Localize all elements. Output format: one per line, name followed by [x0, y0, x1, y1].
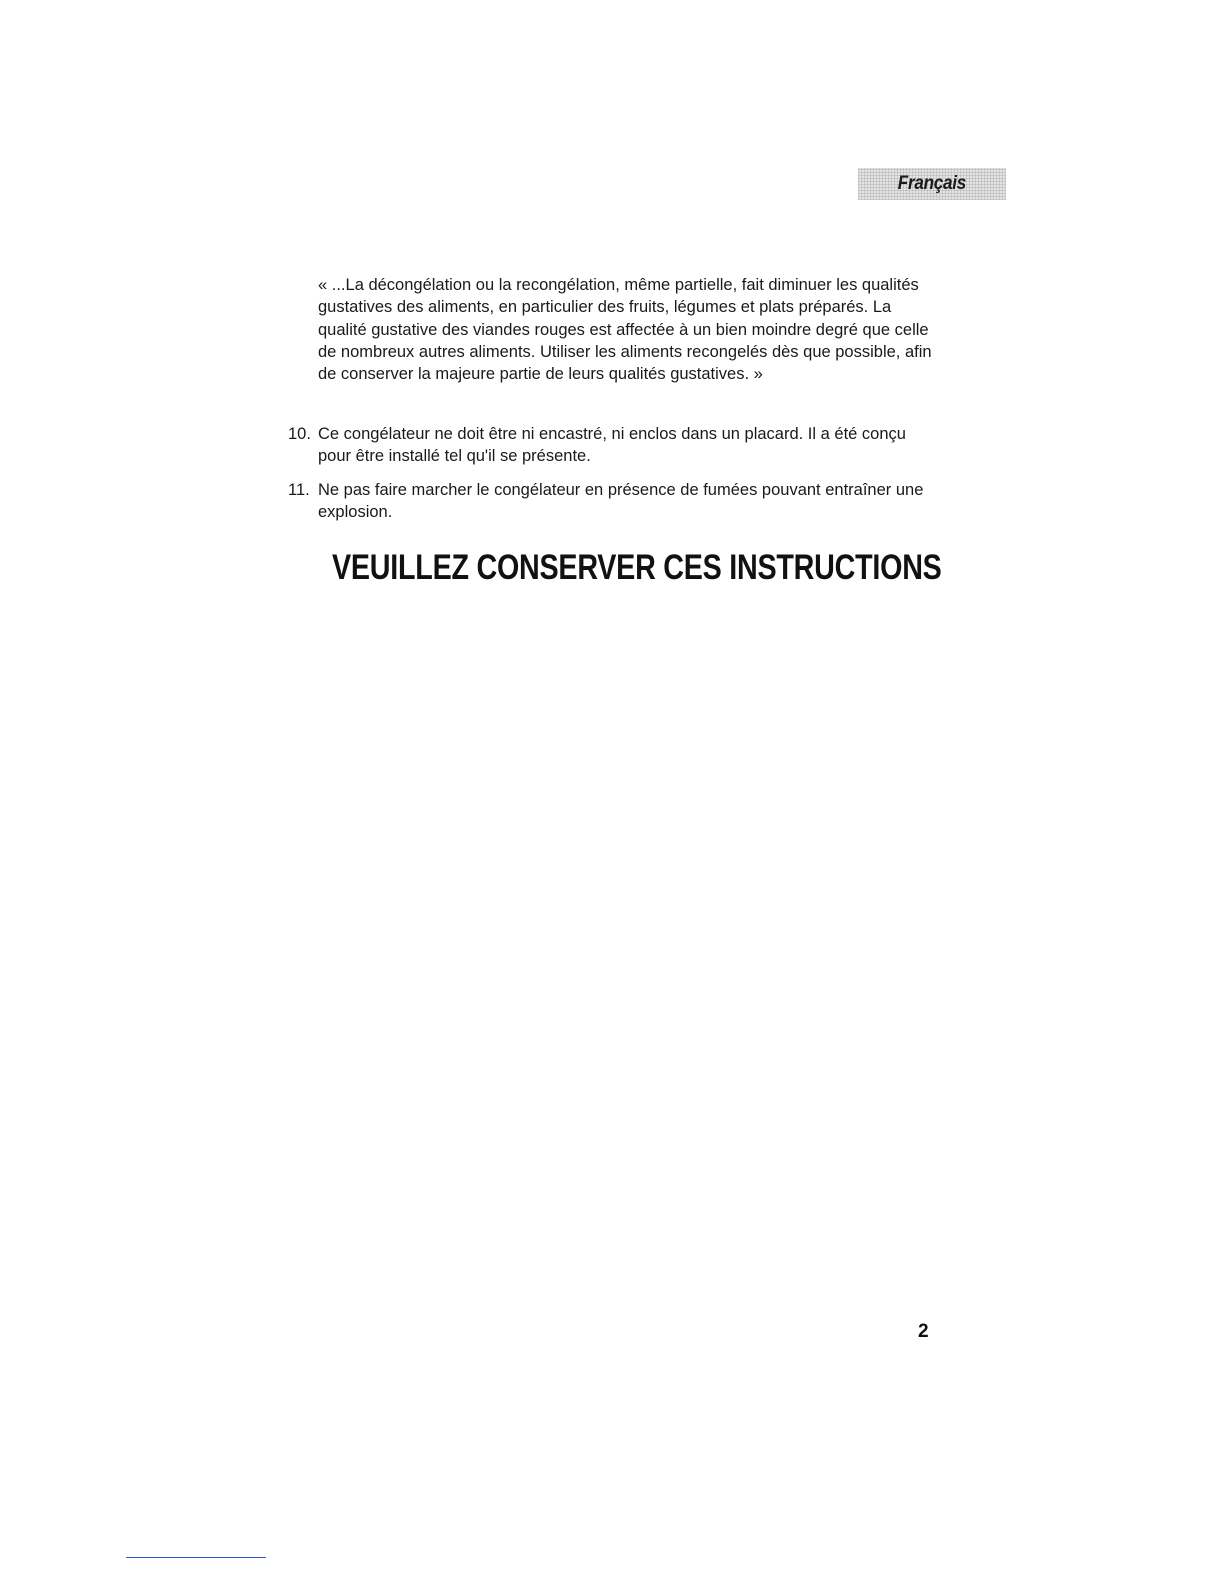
list-item-text: Ce congélateur ne doit être ni encastré, ni enclos dans un placard. Il a été conçu pour être installé tel qu'il se présente. — [318, 425, 906, 466]
language-tab — [858, 168, 1006, 200]
quote-paragraph: « ...La décongélation ou la recongélation, même partielle, fait diminuer les qualités gustatives des aliments, en particulier des fruits, légumes et plats préparés. La qualité gustative des viandes rouges est affectée à un bien moindre degré que celle de nombreux autres aliments. Utiliser les aliments recongelés dès que possible, afin de conserver la majeure partie de leurs qualités gustatives. » — [318, 276, 932, 384]
section-heading: VEUILLEZ CONSERVER CES INSTRUCTIONS — [332, 548, 942, 587]
list-item — [288, 423, 928, 468]
list-item-number: 11. — [288, 481, 310, 499]
list-item-text: Ne pas faire marcher le congélateur en présence de fumées pouvant entraîner une explosion. — [318, 481, 924, 522]
list-item — [288, 479, 928, 524]
page-number: 2 — [918, 1321, 929, 1342]
footnote-divider — [126, 1557, 266, 1558]
language-tab-label: Français — [897, 173, 967, 194]
list-item-number: 10. — [288, 425, 311, 443]
